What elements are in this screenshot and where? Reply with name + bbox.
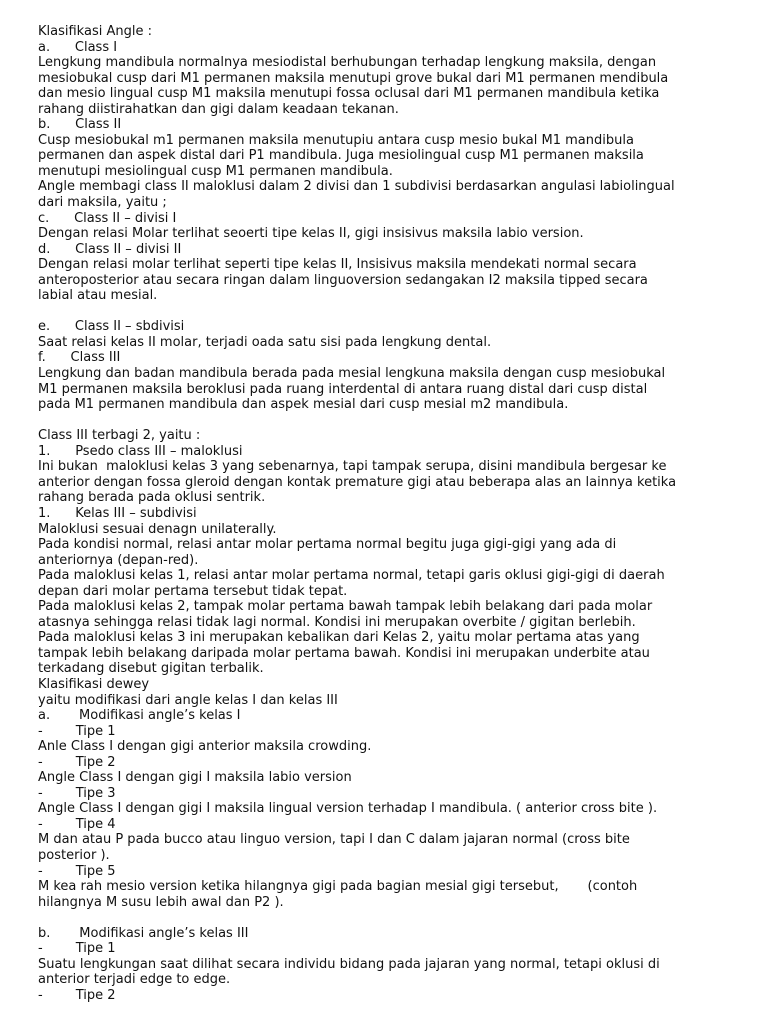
text-line: M kea rah mesio version ketika hilangnya gigi pada bagian mesial gigi tersebut, (contoh	[38, 879, 638, 895]
text-line: f. Class III	[38, 350, 121, 366]
text-line: 1. Kelas III – subdivisi	[38, 505, 197, 521]
text-line: Angle membagi class II maloklusi dalam 2 divisi dan 1 subdivisi berdasarkan angulasi labiolingual	[38, 179, 675, 195]
text-line: Lengkung dan badan mandibula berada pada mesial lengkuna maksila dengan cusp mesiobukal	[38, 366, 666, 382]
text-line: - Tipe 3	[38, 785, 116, 801]
text-line: dan mesio lingual cusp M1 maksila menutupi fossa oclusal dari M1 permanen mandibula ketika	[38, 86, 660, 102]
text-line: terkadang disebut gigitan terbalik.	[38, 661, 264, 677]
text-line: depan dari molar pertama tersebut tidak tepat.	[38, 583, 348, 599]
text-line: rahang berada pada oklusi sentrik.	[38, 490, 266, 506]
text-line: b. Modifikasi angle’s kelas III	[38, 925, 249, 941]
text-line: mesiobukal cusp dari M1 permanen maksila menutupi grove bukal dari M1 permanen mendibula	[38, 70, 669, 86]
text-line: M dan atau P pada bucco atau linguo version, tapi I dan C dalam jajaran normal (cross bite	[38, 832, 630, 848]
text-line: pada M1 permanen mandibula dan aspek mesial dari cusp mesial m2 mandibula.	[38, 397, 569, 413]
text-line: - Tipe 1	[38, 723, 116, 739]
text-line: Pada kondisi normal, relasi antar molar pertama normal begitu juga gigi-gigi yang ada di	[38, 537, 617, 553]
text-line: yaitu modifikasi dari angle kelas I dan kelas III	[38, 692, 338, 708]
text-line: - Tipe 5	[38, 863, 116, 879]
text-line: e. Class II – sbdivisi	[38, 319, 185, 335]
text-line: Saat relasi kelas II molar, terjadi oada satu sisi pada lengkung dental.	[38, 334, 492, 350]
text-line: Angle Class I dengan gigi I maksila lingual version terhadap I mandibula. ( anterior cross bite ).	[38, 801, 658, 817]
text-line: posterior ).	[38, 847, 110, 863]
text-line: c. Class II – divisi I	[38, 210, 177, 226]
text-line: Suatu lengkungan saat dilihat secara individu bidang pada jajaran yang normal, tetapi oklusi di	[38, 956, 660, 972]
text-line: dari maksila, yaitu ;	[38, 195, 167, 211]
text-line: - Tipe 2	[38, 987, 116, 1003]
text-line: Maloklusi sesuai denagn unilaterally.	[38, 521, 277, 537]
text-line: Dengan relasi molar terlihat seperti tipe kelas II, Insisivus maksila mendekati normal secara	[38, 257, 637, 273]
text-line: menutupi mesiolingual cusp M1 permanen mandibula.	[38, 163, 393, 179]
text-line: Klasifikasi Angle :	[38, 24, 152, 39]
blank-line	[38, 413, 744, 429]
text-line: Ini bukan maloklusi kelas 3 yang sebenarnya, tapi tampak serupa, disini mandibula bergesar ke	[38, 459, 667, 475]
text-line: atasnya sehingga relasi tidak lagi normal. Kondisi ini merupakan overbite / gigitan berlebih.	[38, 614, 636, 630]
text-line: Klasifikasi dewey	[38, 676, 150, 692]
text-line: - Tipe 4	[38, 816, 116, 832]
text-line: rahang diistirahatkan dan gigi dalam keadaan tekanan.	[38, 101, 399, 117]
text-line: anterior dengan fossa gleroid dengan kontak premature gigi atau beberapa alas an lainnya ketika	[38, 474, 677, 490]
text-line: Pada maloklusi kelas 3 ini merupakan kebalikan dari Kelas 2, yaitu molar pertama atas yang	[38, 630, 640, 646]
text-line: Angle Class I dengan gigi I maksila labio version	[38, 770, 352, 786]
text-line: permanen dan aspek distal dari P1 mandibula. Juga mesiolingual cusp M1 permanen maksila	[38, 148, 644, 164]
text-line: a. Modifikasi angle’s kelas I	[38, 708, 241, 724]
text-line: Dengan relasi Molar terlihat seoerti tipe kelas II, gigi insisivus maksila labio version.	[38, 226, 584, 242]
text-line: b. Class II	[38, 117, 122, 133]
text-line: Anle Class I dengan gigi anterior maksila crowding.	[38, 739, 372, 755]
blank-line	[38, 304, 744, 320]
text-line: Pada maloklusi kelas 1, relasi antar molar pertama normal, tetapi garis oklusi gigi-gigi di daerah	[38, 568, 665, 584]
text-line: anterior terjadi edge to edge.	[38, 972, 231, 988]
text-line: labial atau mesial.	[38, 288, 158, 304]
text-line: hilangnya M susu lebih awal dan P2 ).	[38, 894, 284, 910]
text-line: Pada maloklusi kelas 2, tampak molar pertama bawah tampak lebih belakang dari pada molar	[38, 599, 653, 615]
text-line: Class III terbagi 2, yaitu :	[38, 428, 201, 444]
blank-line	[38, 910, 744, 926]
text-line: d. Class II – divisi II	[38, 241, 182, 257]
text-line: 1. Psedo class III – maloklusi	[38, 443, 243, 459]
text-line: - Tipe 2	[38, 754, 116, 770]
text-line: - Tipe 1	[38, 941, 116, 957]
text-line: anteroposterior atau secara ringan dalam linguoversion sedangakan I2 maksila tipped secara	[38, 272, 648, 288]
text-line: M1 permanen maksila beroklusi pada ruang interdental di antara ruang distal dari cusp distal	[38, 381, 648, 397]
text-line: Cusp mesiobukal m1 permanen maksila menutupiu antara cusp mesio bukal M1 mandibula	[38, 132, 634, 148]
text-line: a. Class I	[38, 39, 118, 55]
text-line: Lengkung mandibula normalnya mesiodistal berhubungan terhadap lengkung maksila, dengan	[38, 55, 657, 71]
text-line: anteriornya (depan-red).	[38, 552, 199, 568]
text-line: tampak lebih belakang daripada molar pertama bawah. Kondisi ini merupakan underbite atau	[38, 645, 650, 661]
